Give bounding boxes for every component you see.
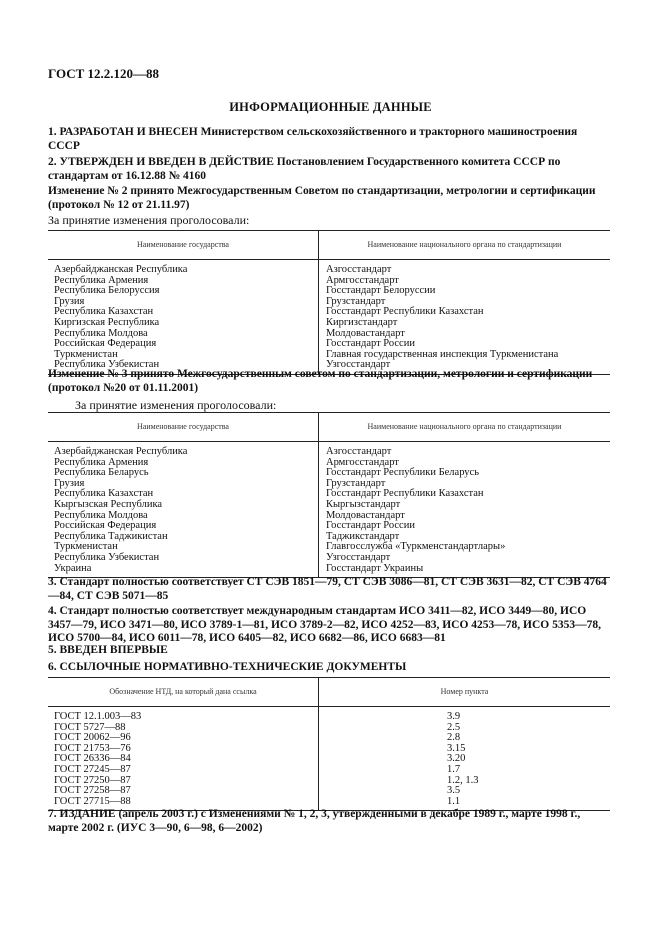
item-4-text: Стандарт полностью соответствует международным стандартам ИСО 3411—82, ИСО 3449—80, ИСО 3457—79, ИСО 3471—80, ИСО 3789-1—81, ИСО 3789-2—82, ИСО 4252—83, ИСО 4253—78, ИСО 5353—78, ИСО 5700—84, ИСО 6011—78, ИСО 6405—82, ИСО 6682—86, ИСО 6683—81 — [48, 605, 601, 644]
table-cell: ГОСТ 12.1.003—83 — [48, 707, 319, 723]
table-cell: Республика Казахстан — [48, 489, 319, 500]
table-row — [48, 744, 610, 755]
change-2-col-body: Наименование национального органа по стандартизации — [319, 231, 611, 260]
table-cell: Госстандарт Белоруссии — [326, 285, 436, 297]
table-cell: Республика Таджикистан — [48, 532, 319, 543]
table-cell: 3.20 — [447, 753, 466, 765]
table-row — [48, 754, 610, 765]
item-1-text: Министерством сельскохозяйственного и тракторного машиностроения СССР — [48, 126, 578, 152]
table-cell: Главная государственная инспекция Туркменистана — [326, 348, 559, 360]
item-1-number: 1. — [48, 126, 57, 138]
item-5-number: 5. — [48, 644, 57, 656]
item-2 — [48, 156, 610, 183]
change-3-table — [48, 412, 610, 578]
table-row — [48, 553, 610, 564]
table-row — [48, 442, 610, 458]
table-row — [48, 776, 610, 787]
table-cell: 3.9 — [447, 711, 461, 722]
item-2-text: Постановлением Государственного комитета СССР по стандартам от 16.12.88 № 4160 — [48, 156, 561, 182]
item-5 — [48, 644, 610, 658]
references-table — [48, 677, 610, 811]
item-1 — [48, 126, 610, 153]
table-cell: Туркменистан — [48, 350, 319, 361]
table-row — [48, 765, 610, 776]
change-2-heading-text: Изменение № 2 принято Межгосударственным Советом по стандартизации, метрологии и сертификации (протокол № 12 от 21.11.97) — [48, 185, 596, 211]
table-cell: Республика Белоруссия — [48, 286, 319, 297]
section-title: ИНФОРМАЦИОННЫЕ ДАННЫЕ — [229, 100, 432, 114]
table-cell: 1.2, 1.3 — [447, 774, 479, 786]
table-cell: Армгосстандарт — [326, 274, 399, 286]
table-cell: Главгосслужба «Туркменстандартлары» — [326, 541, 506, 553]
item-3-number: 3. — [48, 576, 57, 588]
table-cell: Молдовастандарт — [326, 327, 405, 339]
table-cell: Российская Федерация — [48, 339, 319, 350]
table-cell: Российская Федерация — [48, 521, 319, 532]
table-cell: 1.7 — [447, 763, 461, 775]
item-7 — [48, 808, 610, 835]
table-cell: ГОСТ 27715—88 — [48, 797, 319, 811]
table-cell: 2.5 — [447, 721, 461, 733]
table-cell: Азербайджанская Республика — [48, 442, 319, 458]
table-cell: Грузстандарт — [326, 477, 386, 489]
table-cell: Туркменистан — [48, 542, 319, 553]
table-cell: 3.15 — [447, 742, 466, 754]
item-4-number: 4. — [48, 605, 57, 617]
table-cell: Армгосстандарт — [326, 456, 399, 468]
table-cell: Украина — [48, 564, 319, 578]
table-row — [48, 260, 610, 276]
item-2-number: 2. — [48, 156, 57, 168]
item-3 — [48, 576, 610, 603]
table-cell: Азербайджанская Республика — [48, 260, 319, 276]
table-cell: ГОСТ 21753—76 — [48, 744, 319, 755]
table-row — [48, 723, 610, 734]
change-2-voted: За принятие изменения проголосовали: — [48, 213, 250, 227]
table-cell: Киргизстандарт — [326, 316, 398, 328]
references-col-document: Обозначение НТД, на который дана ссылка — [48, 678, 319, 707]
table-cell: Республика Молдова — [48, 511, 319, 522]
change-3-heading-text: Изменение № 3 принято Межгосударственным советом по стандартизации, метрологии и сертификации (протокол №20 от 01.11.2001) — [48, 368, 593, 394]
table-row — [48, 733, 610, 744]
table-cell: Республика Узбекистан — [48, 553, 319, 564]
table-cell: Азгосстандарт — [326, 446, 392, 457]
table-cell: 3.5 — [447, 785, 461, 797]
change-3-col-state: Наименование государства — [48, 413, 319, 442]
table-cell: Грузия — [48, 297, 319, 308]
table-cell: Грузстандарт — [326, 295, 386, 307]
table-row — [48, 786, 610, 797]
table-cell: Грузия — [48, 479, 319, 490]
change-2-col-state: Наименование государства — [48, 231, 319, 260]
table-cell: ГОСТ 27245—87 — [48, 765, 319, 776]
item-6 — [48, 661, 610, 675]
table-cell: Кыргызская Республика — [48, 500, 319, 511]
table-cell: 2.8 — [447, 732, 461, 744]
change-2-table — [48, 230, 610, 375]
table-cell: Узгосстандарт — [319, 360, 611, 374]
table-cell: Молдовастандарт — [326, 509, 405, 521]
item-6-number: 6. — [48, 661, 57, 673]
references-col-clause: Номер пункта — [319, 678, 611, 707]
table-cell: ГОСТ 20062—96 — [48, 733, 319, 744]
change-3-voted: За принятие изменения проголосовали: — [75, 398, 277, 412]
table-cell: 1.1 — [319, 797, 611, 811]
table-cell: Госстандарт Республики Казахстан — [326, 306, 484, 318]
table-cell: Госстандарт Республики Беларусь — [326, 467, 480, 479]
table-cell: Республика Узбекистан — [48, 360, 319, 374]
change-3-heading — [48, 368, 610, 395]
item-1-bold: РАЗРАБОТАН И ВНЕСЕН — [59, 126, 198, 138]
table-cell: Узгосстандарт — [326, 551, 391, 563]
table-cell: Республика Армения — [48, 458, 319, 469]
table-cell: ГОСТ 5727—88 — [48, 723, 319, 734]
table-cell: Республика Молдова — [48, 329, 319, 340]
table-cell: Республика Армения — [48, 276, 319, 287]
table-cell: ГОСТ 27250—87 — [48, 776, 319, 787]
document-code: ГОСТ 12.2.120—88 — [48, 66, 160, 81]
table-cell: Республика Казахстан — [48, 307, 319, 318]
table-cell: Госстандарт России — [326, 520, 415, 532]
item-3-text: Стандарт полностью соответствует СТ СЭВ 1851—79, СТ СЭВ 3086—81, СТ СЭВ 3631—82, СТ СЭВ 4764—84, СТ СЭВ 5071—85 — [48, 576, 607, 602]
item-7-text: ИЗДАНИЕ (апрель 2003 г.) с Изменениями № 1, 2, 3, утвержденными в декабре 1989 г., марте 1998 г., марте 2002 г. (ИУС 3—90, 6—98, 6—2002) — [48, 808, 581, 834]
table-cell: Госстандарт Республики Казахстан — [326, 488, 484, 500]
table-row — [48, 318, 610, 329]
table-cell: Госстандарт Украины — [319, 564, 611, 578]
table-cell: Таджикстандарт — [326, 530, 400, 542]
change-3-col-body: Наименование национального органа по стандартизации — [319, 413, 611, 442]
table-cell: Кыргызстандарт — [326, 498, 401, 510]
item-2-bold: УТВЕРЖДЕН И ВВЕДЕН В ДЕЙСТВИЕ — [59, 156, 274, 168]
table-cell: Республика Беларусь — [48, 468, 319, 479]
change-2-heading — [48, 185, 610, 212]
item-6-text: ССЫЛОЧНЫЕ НОРМАТИВНО-ТЕХНИЧЕСКИЕ ДОКУМЕНТЫ — [59, 661, 407, 673]
item-7-number: 7. — [48, 808, 57, 820]
item-5-text: ВВЕДЕН ВПЕРВЫЕ — [59, 644, 168, 656]
table-cell: Киргизская Республика — [48, 318, 319, 329]
table-row — [48, 707, 610, 723]
table-cell: ГОСТ 27258—87 — [48, 786, 319, 797]
table-cell: Азгосстандарт — [326, 264, 392, 275]
table-row — [48, 500, 610, 511]
table-cell: Госстандарт России — [326, 338, 415, 350]
item-4 — [48, 605, 610, 646]
table-cell: ГОСТ 26336—84 — [48, 754, 319, 765]
